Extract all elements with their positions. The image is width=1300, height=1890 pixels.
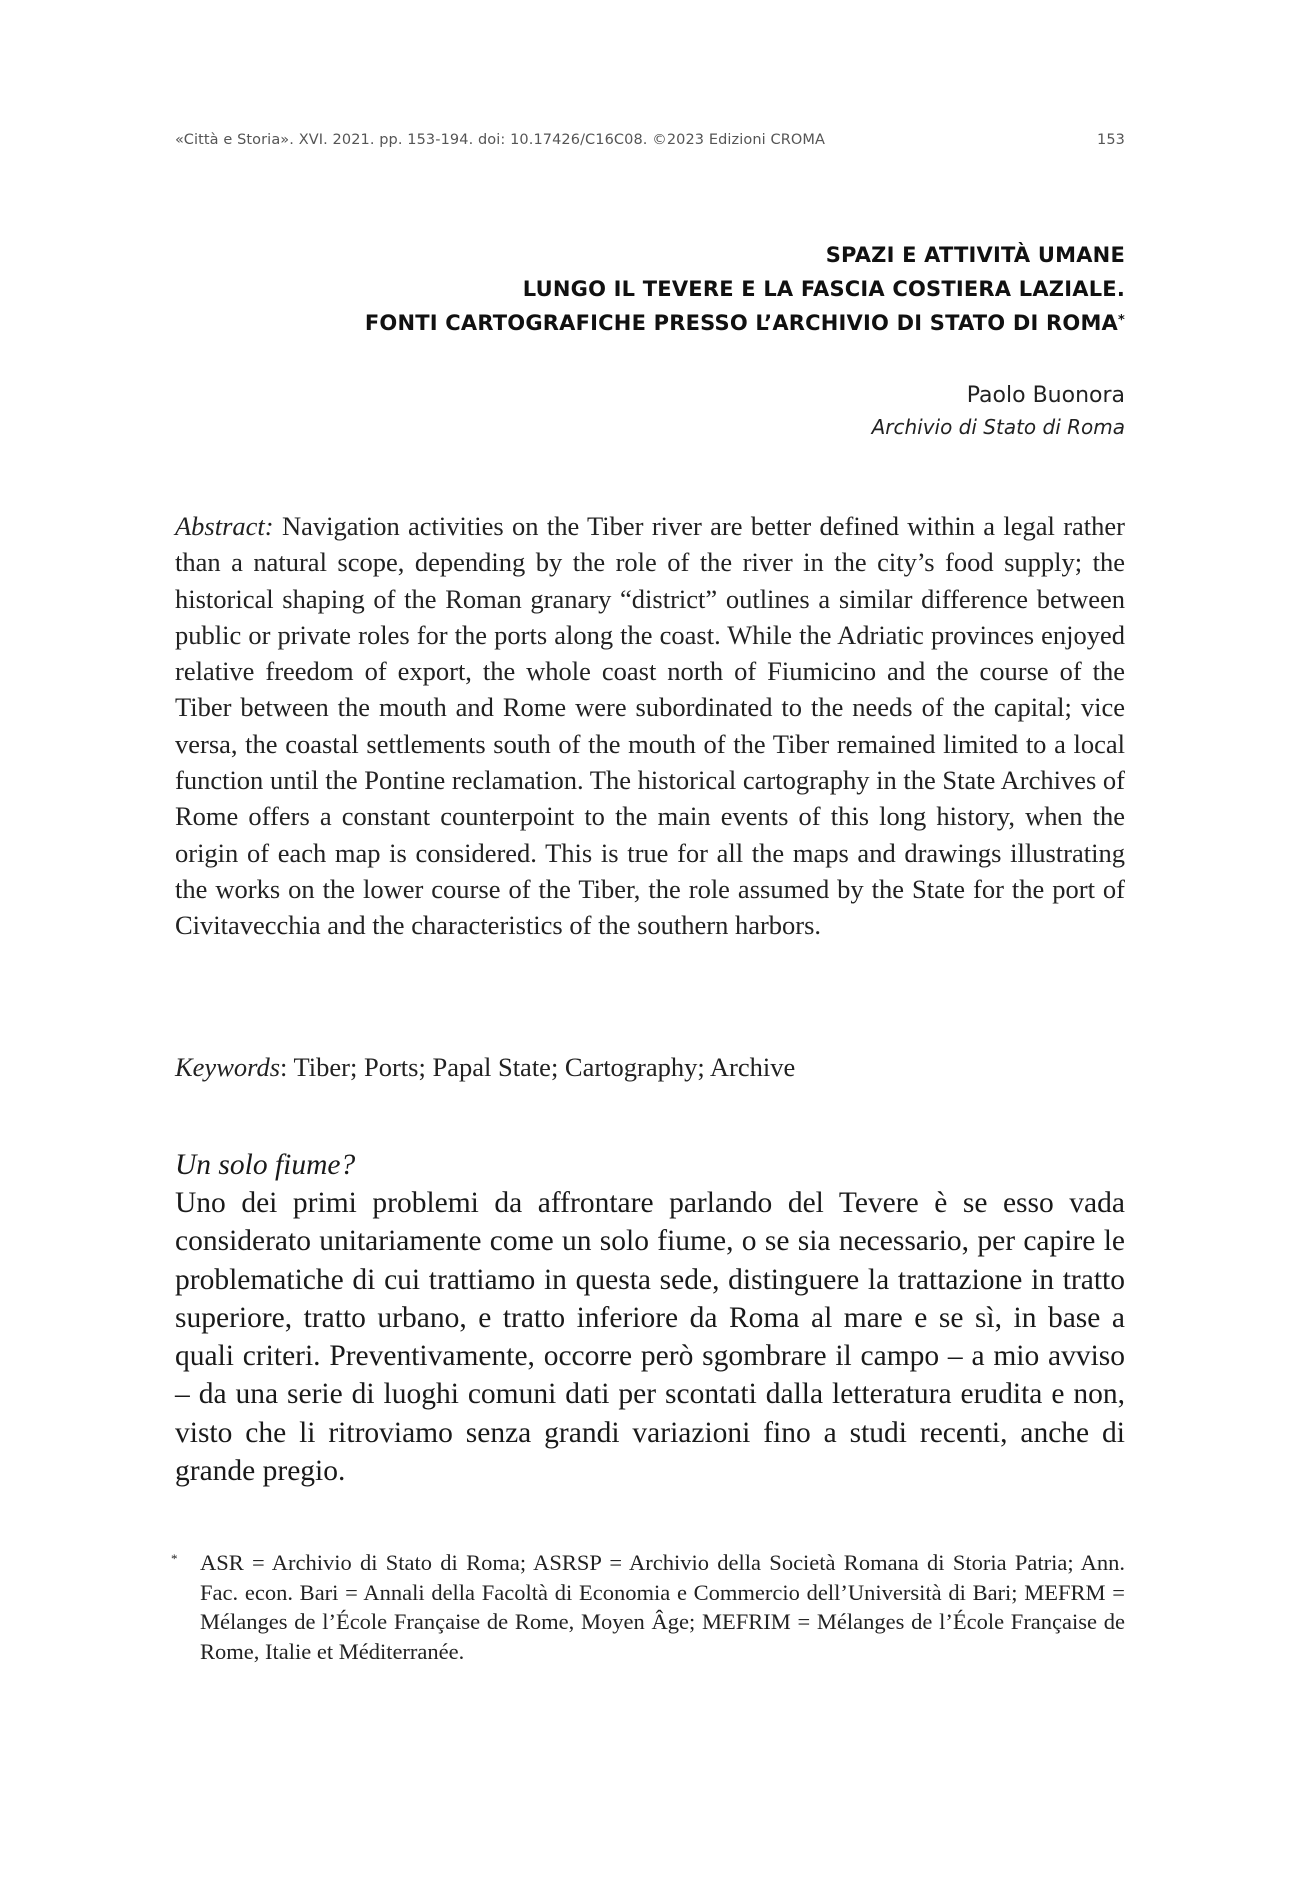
section-un-solo-fiume <box>175 1146 1125 1490</box>
author-affiliation: Archivio di Stato di Roma <box>871 415 1125 439</box>
keywords <box>175 1049 1125 1085</box>
journal-citation: «Città e Storia». XVI. 2021. pp. 153-194. doi: 10.17426/C16C08. ©2023 Edizioni CROMA <box>175 132 826 148</box>
title-line-2: LUNGO IL TEVERE E LA FASCIA COSTIERA LAZIALE. <box>522 277 1125 301</box>
keywords-label: Keywords <box>175 1052 281 1082</box>
title-line-1: SPAZI E ATTIVITÀ UMANE <box>825 243 1125 267</box>
running-head <box>175 132 1125 148</box>
author-block <box>175 380 1125 442</box>
footnote-text: ASR = Archivio di Stato di Roma; ASRSP = Archivio della Società Romana di Storia Patria; Ann. Fac. econ. Bari = Annali della Facoltà di Economia e Commercio dell’Università di Bari; MEFRM = Mélanges de l’École Française de Rome, Moyen Âge; MEFRIM = Mélanges de l’École Française de Rome, Italie et Méditerranée. <box>200 1550 1125 1664</box>
title-footnote-marker: * <box>1118 313 1125 328</box>
abstract-text: Navigation activities on the Tiber river are better defined within a legal rather than a natural scope, depending by the role of the river in the city’s food supply; the historical shaping of the Roman granary “district” outlines a similar difference between public or private roles for the ports along the coast. While the Adriatic provinces enjoyed relative freedom of export, the whole coast north of Fiumicino and the course of the Tiber between the mouth and Rome were subordinated to the needs of the capital; vice versa, the coastal settlements south of the mouth of the Tiber remained limited to a local function until the Pontine reclamation. The historical cartography in the State Archives of Rome offers a constant counterpoint to the main events of this long history, when the origin of each map is considered. This is true for all the maps and drawings illustrating the works on the lower course of the Tiber, the role assumed by the State for the port of Civitavecchia and the characteristics of the southern harbors. <box>175 511 1125 941</box>
title-line-3 <box>175 306 1125 340</box>
keywords-text: : Tiber; Ports; Papal State; Cartography; Archive <box>280 1052 796 1082</box>
article-title <box>175 238 1125 340</box>
abstract-label: Abstract: <box>175 511 274 541</box>
abstract <box>175 508 1125 944</box>
author-name: Paolo Buonora <box>966 383 1125 408</box>
page-number: 153 <box>1097 132 1125 148</box>
title-line-3-text: FONTI CARTOGRAFICHE PRESSO L’ARCHIVIO DI STATO DI ROMA <box>364 311 1118 335</box>
footnote <box>171 1548 1125 1666</box>
footnote-marker: * <box>171 1551 178 1566</box>
section-heading: Un solo fiume? <box>175 1149 356 1181</box>
section-body: Uno dei primi problemi da affrontare parlando del Tevere è se esso vada considerato unitariamente come un solo fiume, o se sia necessario, per capire le problematiche di cui trattiamo in questa sede, distinguere la trattazione in tratto superiore, tratto urbano, e tratto inferiore da Roma al mare e se sì, in base a quali criteri. Preventivamente, occorre però sgombrare il campo – a mio avviso – da una serie di luoghi comuni dati per scontati dalla letteratura erudita e non, visto che li ritroviamo senza grandi variazioni fino a studi recenti, anche di grande pregio. <box>175 1187 1125 1488</box>
